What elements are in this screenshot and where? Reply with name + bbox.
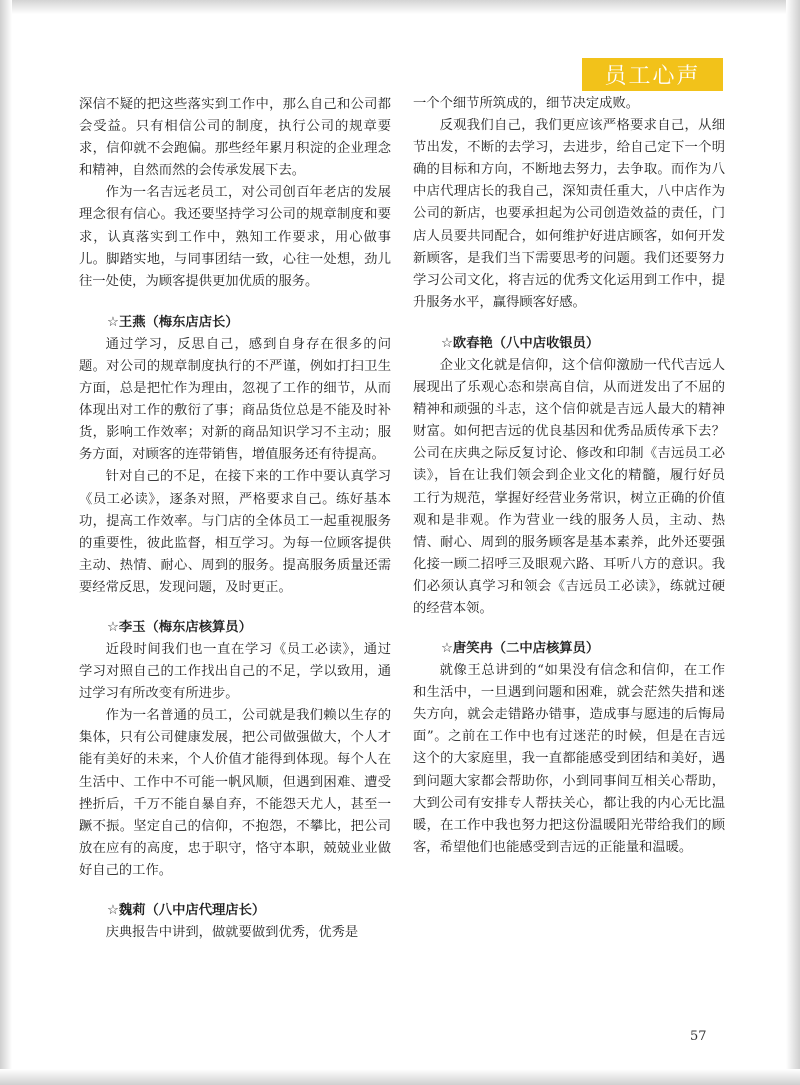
author-heading: ☆李玉（梅东店核算员） xyxy=(107,619,252,635)
paragraph: 深信不疑的把这些落实到工作中，那么自己和公司都会受益。只有相信公司的制度，执行公司的规章要求，信仰就不会跑偏。那些经年累月积淀的企业理念和精神，自然而然的会传承发展下去。 xyxy=(79,97,391,179)
page-edge-bottom xyxy=(0,1069,800,1085)
section-label-badge xyxy=(582,58,723,91)
paragraph: 通过学习，反思自己，感到自身存在很多的问题。对公司的规章制度执行的不严谨，例如打扫卫生方面，总是把忙作为理由，忽视了工作的细节，从而体现出对工作的敷衍了事；商品货位总是不能及时补货，影响工作效率；对新的商品知识学习不主动；服务方面，对顾客的连带销售，增值服务还有待提高。 xyxy=(79,336,391,463)
author-heading: ☆魏莉（八中店代理店长） xyxy=(107,903,266,918)
paragraph: 一个个细节所筑成的，细节决定成败。 xyxy=(413,96,640,111)
paragraph: 作为一名普通的员工，公司就是我们赖以生存的集体，只有公司健康发展，把公司做强做大，个人才能有美好的未来，个人价值才能得到体现。每个人在生活中、工作中不可能一帆风顺，但遇到困难、遭受挫折后，千万不能自暴自弃，不能怨天尤人，甚至一蹶不振。坚定自己的信仰，不抱怨，不攀比，把公司放在应有的高度，忠于职守，恪守本职，兢兢业业做好自己的工作。 xyxy=(79,708,391,878)
right-column xyxy=(413,93,725,859)
author-heading: ☆王燕（梅东店店长） xyxy=(107,314,239,330)
section-spacer xyxy=(413,314,725,333)
section-spacer xyxy=(79,599,391,617)
page-edge-top xyxy=(0,0,800,14)
paragraph: 反观我们自己，我们更应该严格要求自己，从细节出发，不断的去学习，去进步，给自己定下一个明确的目标和方向，不断地去努力，去争取。而作为八中店代理店长的我自己，深知责任重大，八中店作为公司的新店，也要承担起为公司创造效益的责任，门店人员要共同配合，如何维护好进店顾客，如何开发新顾客，是我们当下需要思考的问题。我们还要努力学习公司文化，将吉远的优秀文化运用到工作中，提升服务水平，赢得顾客好感。 xyxy=(413,118,725,310)
left-column xyxy=(79,94,391,944)
author-heading: ☆唐笑冉（二中店核算员） xyxy=(441,641,600,657)
page-edge-right xyxy=(786,0,800,1085)
paragraph: 就像王总讲到的“如果没有信念和信仰，在工作和生活中，一旦遇到问题和困难，就会茫然失措和迷失方向，就会走错路办错事，造成事与愿违的后悔局面”。之前在工作中也有过迷茫的时候，但是在吉远这个的大家庭里，我一直都能感受到团结和美好，遇到问题大家都会帮助你，小到同事间互相关心帮助，大到公司有安排专人帮扶关心，都让我的内心无比温暖，在工作中我也努力把这份温暖阳光带给我们的顾客，希望他们也能感受到吉远的正能量和温暖。 xyxy=(413,663,725,855)
section-spacer xyxy=(79,293,391,312)
paragraph: 针对自己的不足，在接下来的工作中要认真学习《员工必读》，逐条对照，严格要求自己。练好基本功，提高工作效率。与门店的全体员工一起重视服务的重要性，彼此监督，相互学习。为每一位顾客提供主动、热情、耐心、周到的服务。提高服务质量还需要经常反思，发现问题，及时更正。 xyxy=(79,469,391,595)
author-heading: ☆欧春艳（八中店收银员） xyxy=(441,335,600,351)
paragraph: 企业文化就是信仰，这个信仰激励一代代吉远人展现出了乐观心态和崇高自信，从而迸发出了不屈的精神和顽强的斗志，这个信仰就是吉远人最大的精神财富。如何把吉远的优良基因和优秀品质传承下去？公司在庆典之际反复讨论、修改和印制《吉远员工必读》，旨在让我们领会到企业文化的精髓，履行好员工行为规范，掌握好经营业务常识，树立正确的价值观和是非观。作为营业一线的服务人员，主动、热情、耐心、周到的服务顾客是基本素养，此外还要强化接一顾二招呼三及眼观六路、耳听八方的意识。我们必须认真学习和领会《吉远员工必读》，练就过硬的经营本领。 xyxy=(413,357,725,616)
section-label: 员工心声 xyxy=(604,64,701,89)
page-number: 57 xyxy=(690,1029,707,1044)
section-spacer xyxy=(79,882,391,900)
paragraph: 庆典报告中讲到，做就要做到优秀，优秀是 xyxy=(105,925,359,940)
paragraph: 近段时间我们也一直在学习《员工必读》，通过学习对照自己的工作找出自己的不足，学以致用，通过学习有所改变有所进步。 xyxy=(79,641,391,702)
page-edge-left xyxy=(0,0,12,1085)
section-spacer xyxy=(413,620,725,638)
paragraph: 作为一名吉远老员工，对公司创百年老店的发展理念很有信心。我还要坚持学习公司的规章制度和要求，认真落实到工作中，熟知工作要求，用心做事儿。脚踏实地，与同事团结一致，心往一处想，劲儿往一处使，为顾客提供更加优质的服务。 xyxy=(79,185,391,289)
